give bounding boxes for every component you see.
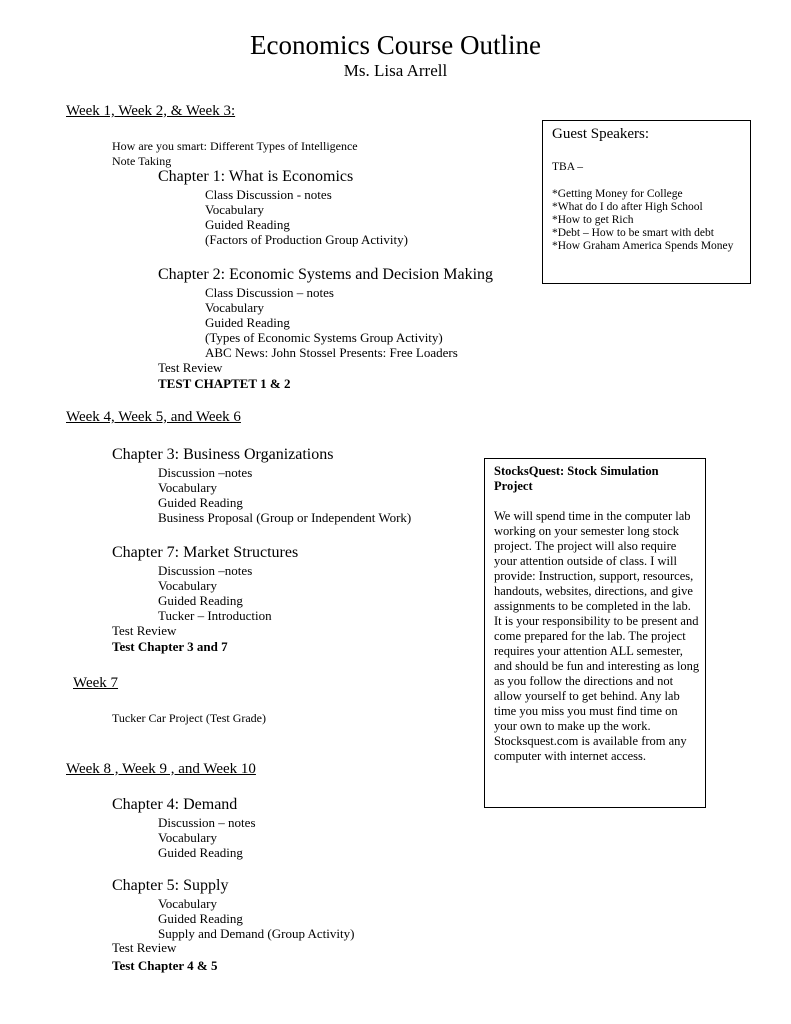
list-item: Vocabulary xyxy=(205,300,264,315)
list-item: Vocabulary xyxy=(158,830,217,845)
list-item: *How to get Rich xyxy=(552,214,634,226)
test-chapter-1-2: TEST CHAPTET 1 & 2 xyxy=(158,376,291,391)
list-item: Vocabulary xyxy=(205,202,264,217)
list-item: Guided Reading xyxy=(158,845,243,860)
week-7-heading: Week 7 xyxy=(73,675,119,691)
list-item: Class Discussion – notes xyxy=(205,285,334,300)
stocksquest-body: We will spend time in the computer lab working on your semester long stock project. The project will also require your attention outside of class. I will provide: Instruction, support, resources, handouts, websites, directions, and give assignments to be completed in the lab. It is your responsibility to be present and come prepared for the lab. The project requires your attention ALL semester, and should be fun and interesting as long as you follow the directions and not allow yourself to get behind. Any lab time you miss you must find time on your own to make up the work. Stocksquest.com is available from any computer with internet access. xyxy=(494,509,700,763)
guest-speakers-box xyxy=(542,120,751,284)
list-item: Discussion – notes xyxy=(158,815,256,830)
list-item: Discussion –notes xyxy=(158,465,253,480)
list-item: Class Discussion - notes xyxy=(205,187,332,202)
list-item: Tucker – Introduction xyxy=(158,608,272,623)
list-item: Business Proposal (Group or Independent Work) xyxy=(158,510,412,525)
test-review-2: Test Review xyxy=(112,623,177,638)
guest-speakers-tba: TBA – xyxy=(552,161,583,173)
chapter-4-title: Chapter 4: Demand xyxy=(112,796,238,813)
intro-line-1: How are you smart: Different Types of Intelligence xyxy=(112,139,358,153)
chapter-2-items xyxy=(205,285,458,360)
list-item: Supply and Demand (Group Activity) xyxy=(158,926,355,941)
chapter-7-title: Chapter 7: Market Structures xyxy=(112,544,299,561)
chapter-7-items xyxy=(158,563,272,623)
test-chapter-4-5: Test Chapter 4 & 5 xyxy=(112,958,218,973)
tucker-car-project: Tucker Car Project (Test Grade) xyxy=(112,711,267,725)
week-1-3-heading: Week 1, Week 2, & Week 3: xyxy=(66,103,236,119)
list-item: *Getting Money for College xyxy=(552,188,683,200)
list-item: Vocabulary xyxy=(158,896,217,911)
chapter-4-items xyxy=(158,815,256,860)
stocksquest-box xyxy=(484,458,706,808)
list-item: ABC News: John Stossel Presents: Free Loaders xyxy=(205,345,458,360)
list-item: Discussion –notes xyxy=(158,563,253,578)
list-item: (Factors of Production Group Activity) xyxy=(205,232,408,247)
stocksquest-title: StocksQuest: Stock Simulation Project xyxy=(494,464,659,493)
list-item: Guided Reading xyxy=(158,911,243,926)
page-subtitle: Ms. Lisa Arrell xyxy=(343,61,448,80)
chapter-1-title: Chapter 1: What is Economics xyxy=(158,168,354,185)
list-item: *How Graham America Spends Money xyxy=(552,240,734,252)
list-item: *Debt – How to be smart with debt xyxy=(552,227,714,239)
page-title: Economics Course Outline xyxy=(250,30,541,60)
week-8-10-heading: Week 8 , Week 9 , and Week 10 xyxy=(66,761,256,777)
chapter-3-items xyxy=(158,465,411,525)
list-item: Vocabulary xyxy=(158,480,217,495)
test-review-3: Test Review xyxy=(112,940,177,955)
chapter-1-items xyxy=(205,187,408,247)
list-item: Guided Reading xyxy=(205,217,290,232)
chapter-2-title: Chapter 2: Economic Systems and Decision Making xyxy=(158,266,494,283)
chapter-5-items xyxy=(158,896,354,941)
intro-line-2: Note Taking xyxy=(112,154,172,168)
list-item: (Types of Economic Systems Group Activity) xyxy=(205,330,443,345)
chapter-3-title: Chapter 3: Business Organizations xyxy=(112,446,334,463)
chapter-5-title: Chapter 5: Supply xyxy=(112,877,229,894)
list-item: Guided Reading xyxy=(158,495,243,510)
list-item: Guided Reading xyxy=(205,315,290,330)
list-item: Vocabulary xyxy=(158,578,217,593)
list-item: *What do I do after High School xyxy=(552,201,703,213)
guest-speakers-title: Guest Speakers: xyxy=(552,126,650,142)
test-chapter-3-7: Test Chapter 3 and 7 xyxy=(112,639,228,654)
week-4-6-heading: Week 4, Week 5, and Week 6 xyxy=(66,409,241,425)
list-item: Guided Reading xyxy=(158,593,243,608)
guest-speakers-list xyxy=(552,188,733,253)
test-review-1: Test Review xyxy=(158,360,223,375)
